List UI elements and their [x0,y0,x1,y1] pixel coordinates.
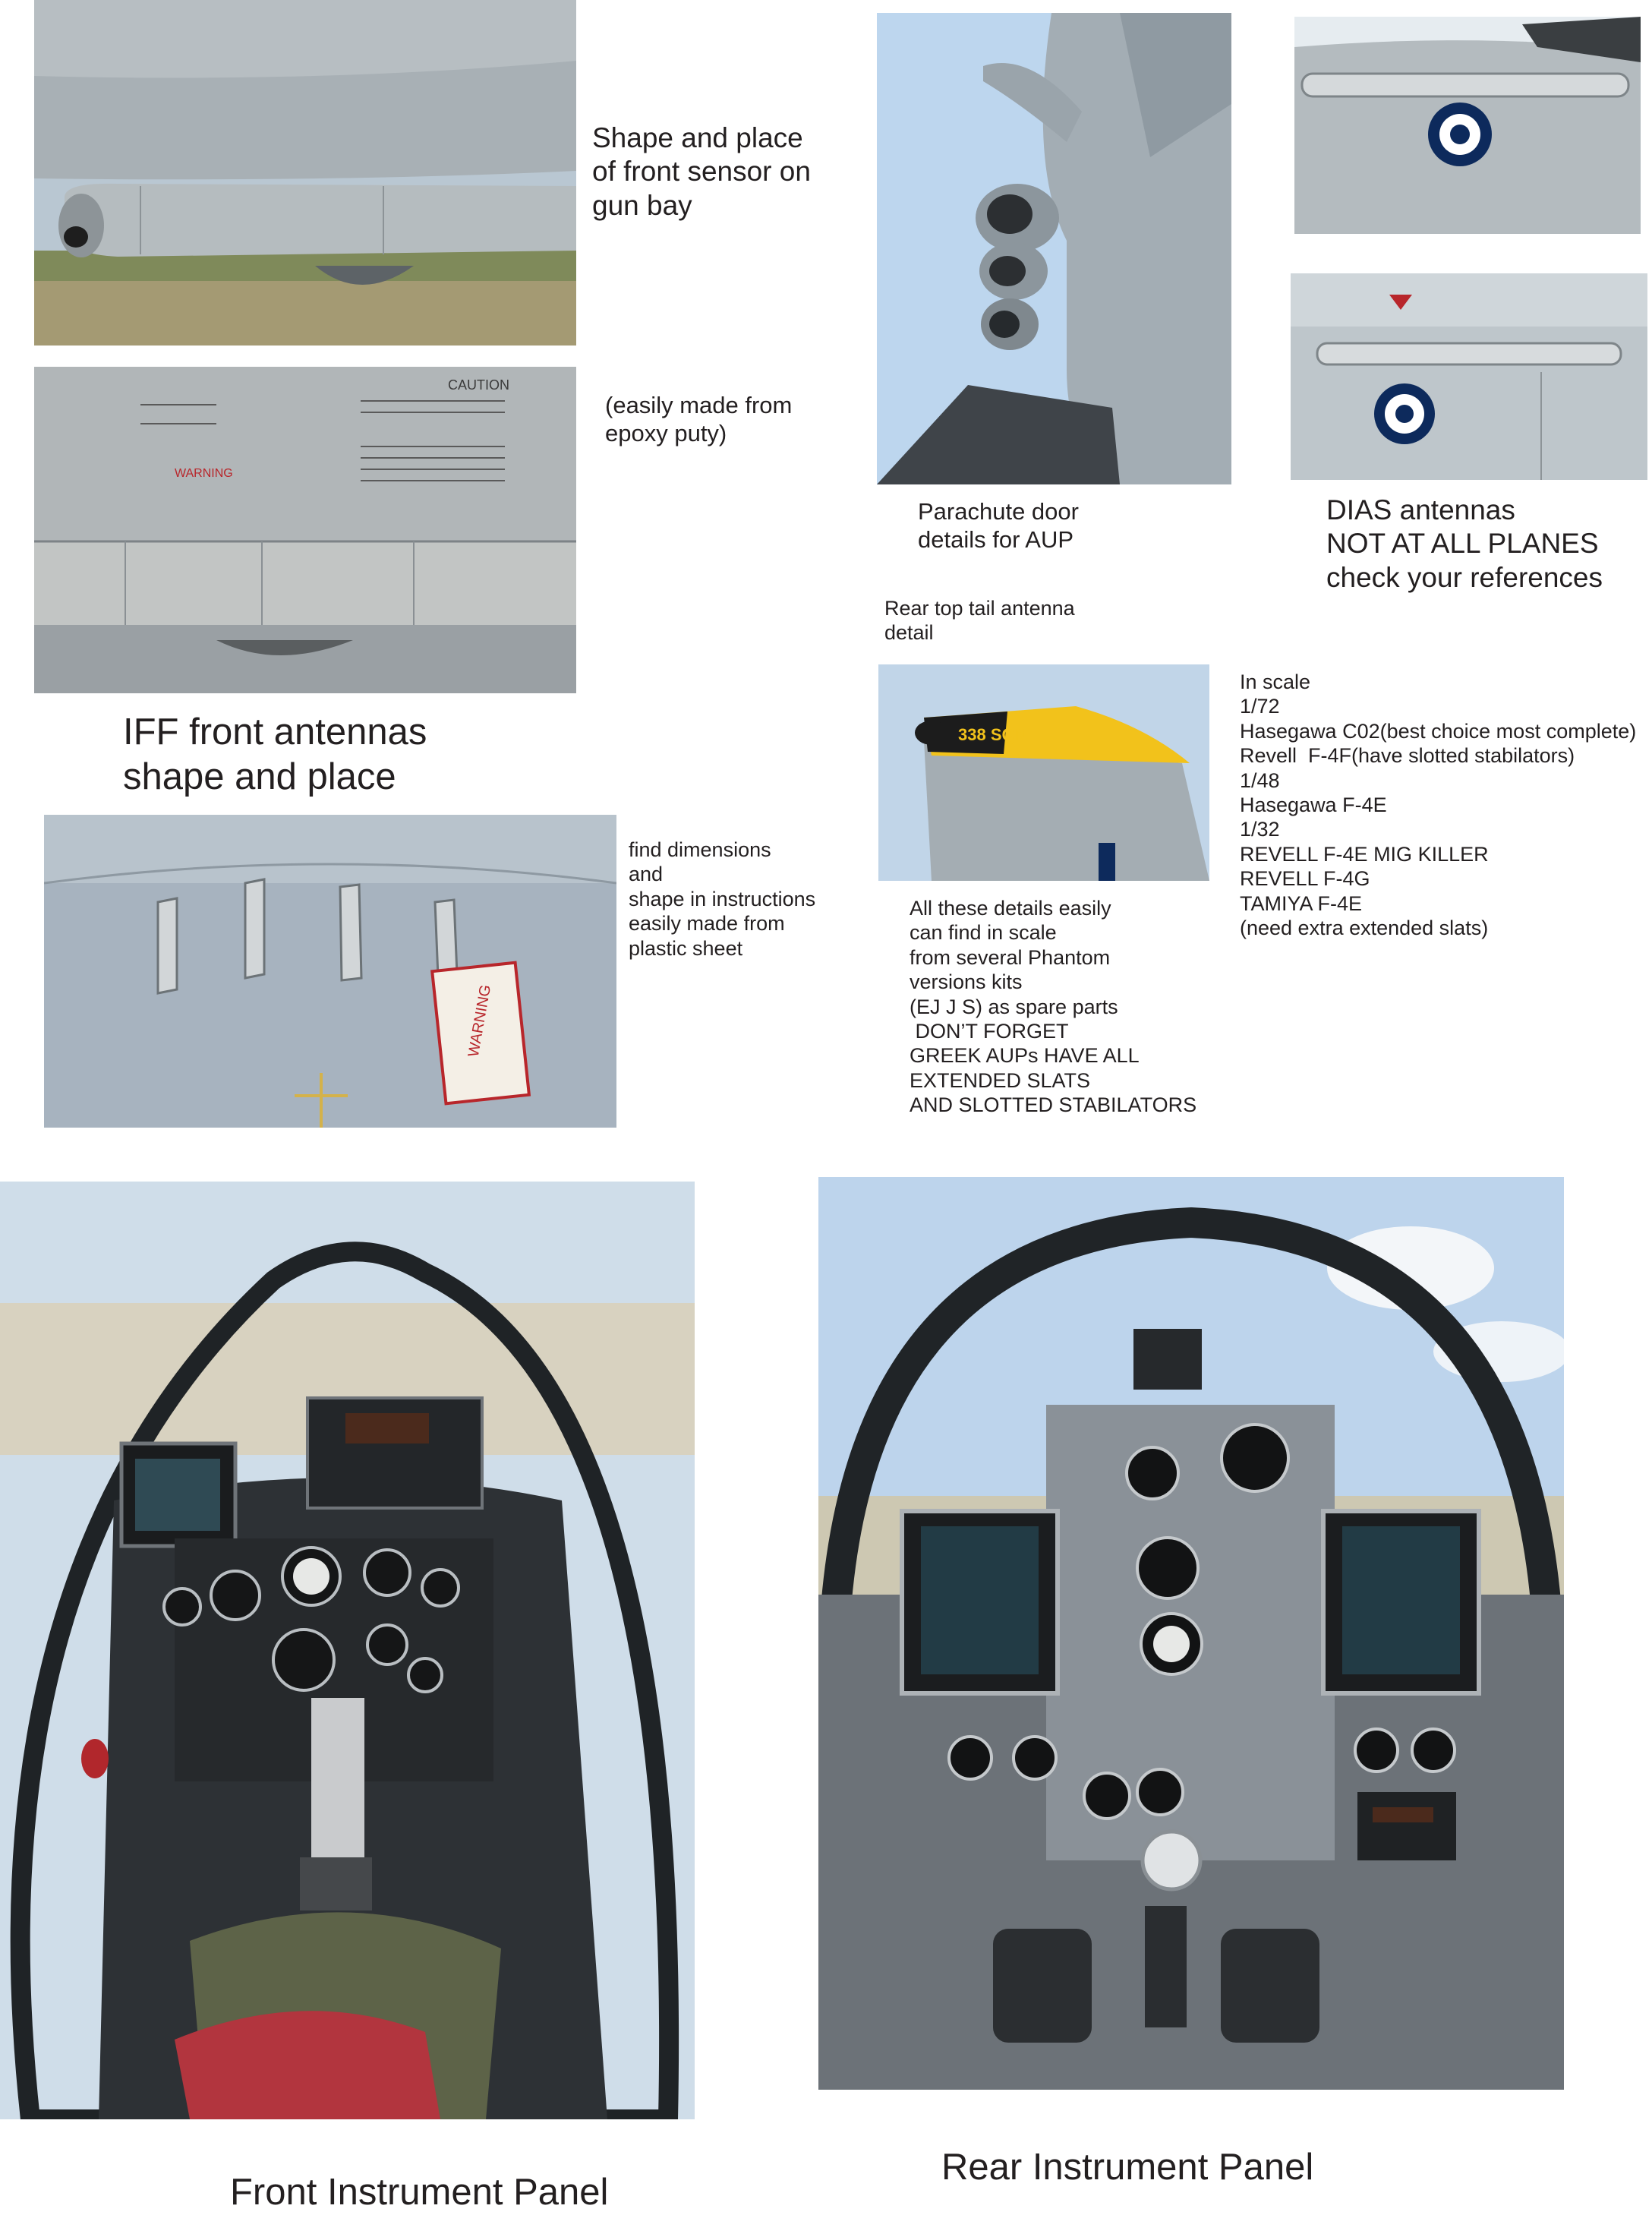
front-sensor-photo [34,0,576,346]
epoxy-caption: (easily made from epoxy puty) [605,392,793,447]
plastic-sheet-caption: find dimensions and shape in instructions easily made from plastic sheet [629,838,816,960]
tail-sqn-stencil: 338 SQN [958,725,1027,744]
kits-caption: In scale 1/72 Hasegawa C02(best choice most complete) Revell F-4F(have slotted stabilators) 1/48 Hasegawa F-4E 1/32 REVELL F-4E MIG KILLER REVELL F-4G TAMIYA F-4E (need extra extended slats) [1240,670,1637,939]
front-sensor-caption: Shape and place of front sensor on gun bay [592,122,811,221]
iff-antennas-photo [34,367,576,693]
spare-parts-caption: All these details easily can find in scale from several Phantom versions kits (EJ J S) as spare parts DON’T FORGET GREEK AUPs HAVE ALL EXTENDED SLATS AND SLOTTED STABILATORS [910,897,1197,1117]
dias-top-photo [1294,17,1641,234]
plastic-sheet-photo [44,815,616,1128]
dias-caption: DIAS antennas NOT AT ALL PLANES check your references [1326,494,1603,593]
front-panel-caption: Front Instrument Panel [230,2172,609,2213]
parachute-caption: Parachute door details for AUP [918,498,1079,554]
iff-caption: IFF front antennas shape and place [123,712,427,797]
tail-antenna-caption: Rear top tail antenna detail [884,597,1075,645]
caution-stencil: CAUTION [448,377,509,393]
warning-stencil: WARNING [175,467,233,480]
rear-panel-caption: Rear Instrument Panel [941,2147,1314,2188]
dias-bottom-photo [1291,273,1647,480]
parachute-door-photo [877,13,1231,484]
rear-cockpit-photo [818,1177,1564,2090]
tail-antenna-photo [878,664,1209,881]
warning-label-stencil: WARNING [465,983,495,1059]
front-cockpit-photo [0,1182,695,2119]
